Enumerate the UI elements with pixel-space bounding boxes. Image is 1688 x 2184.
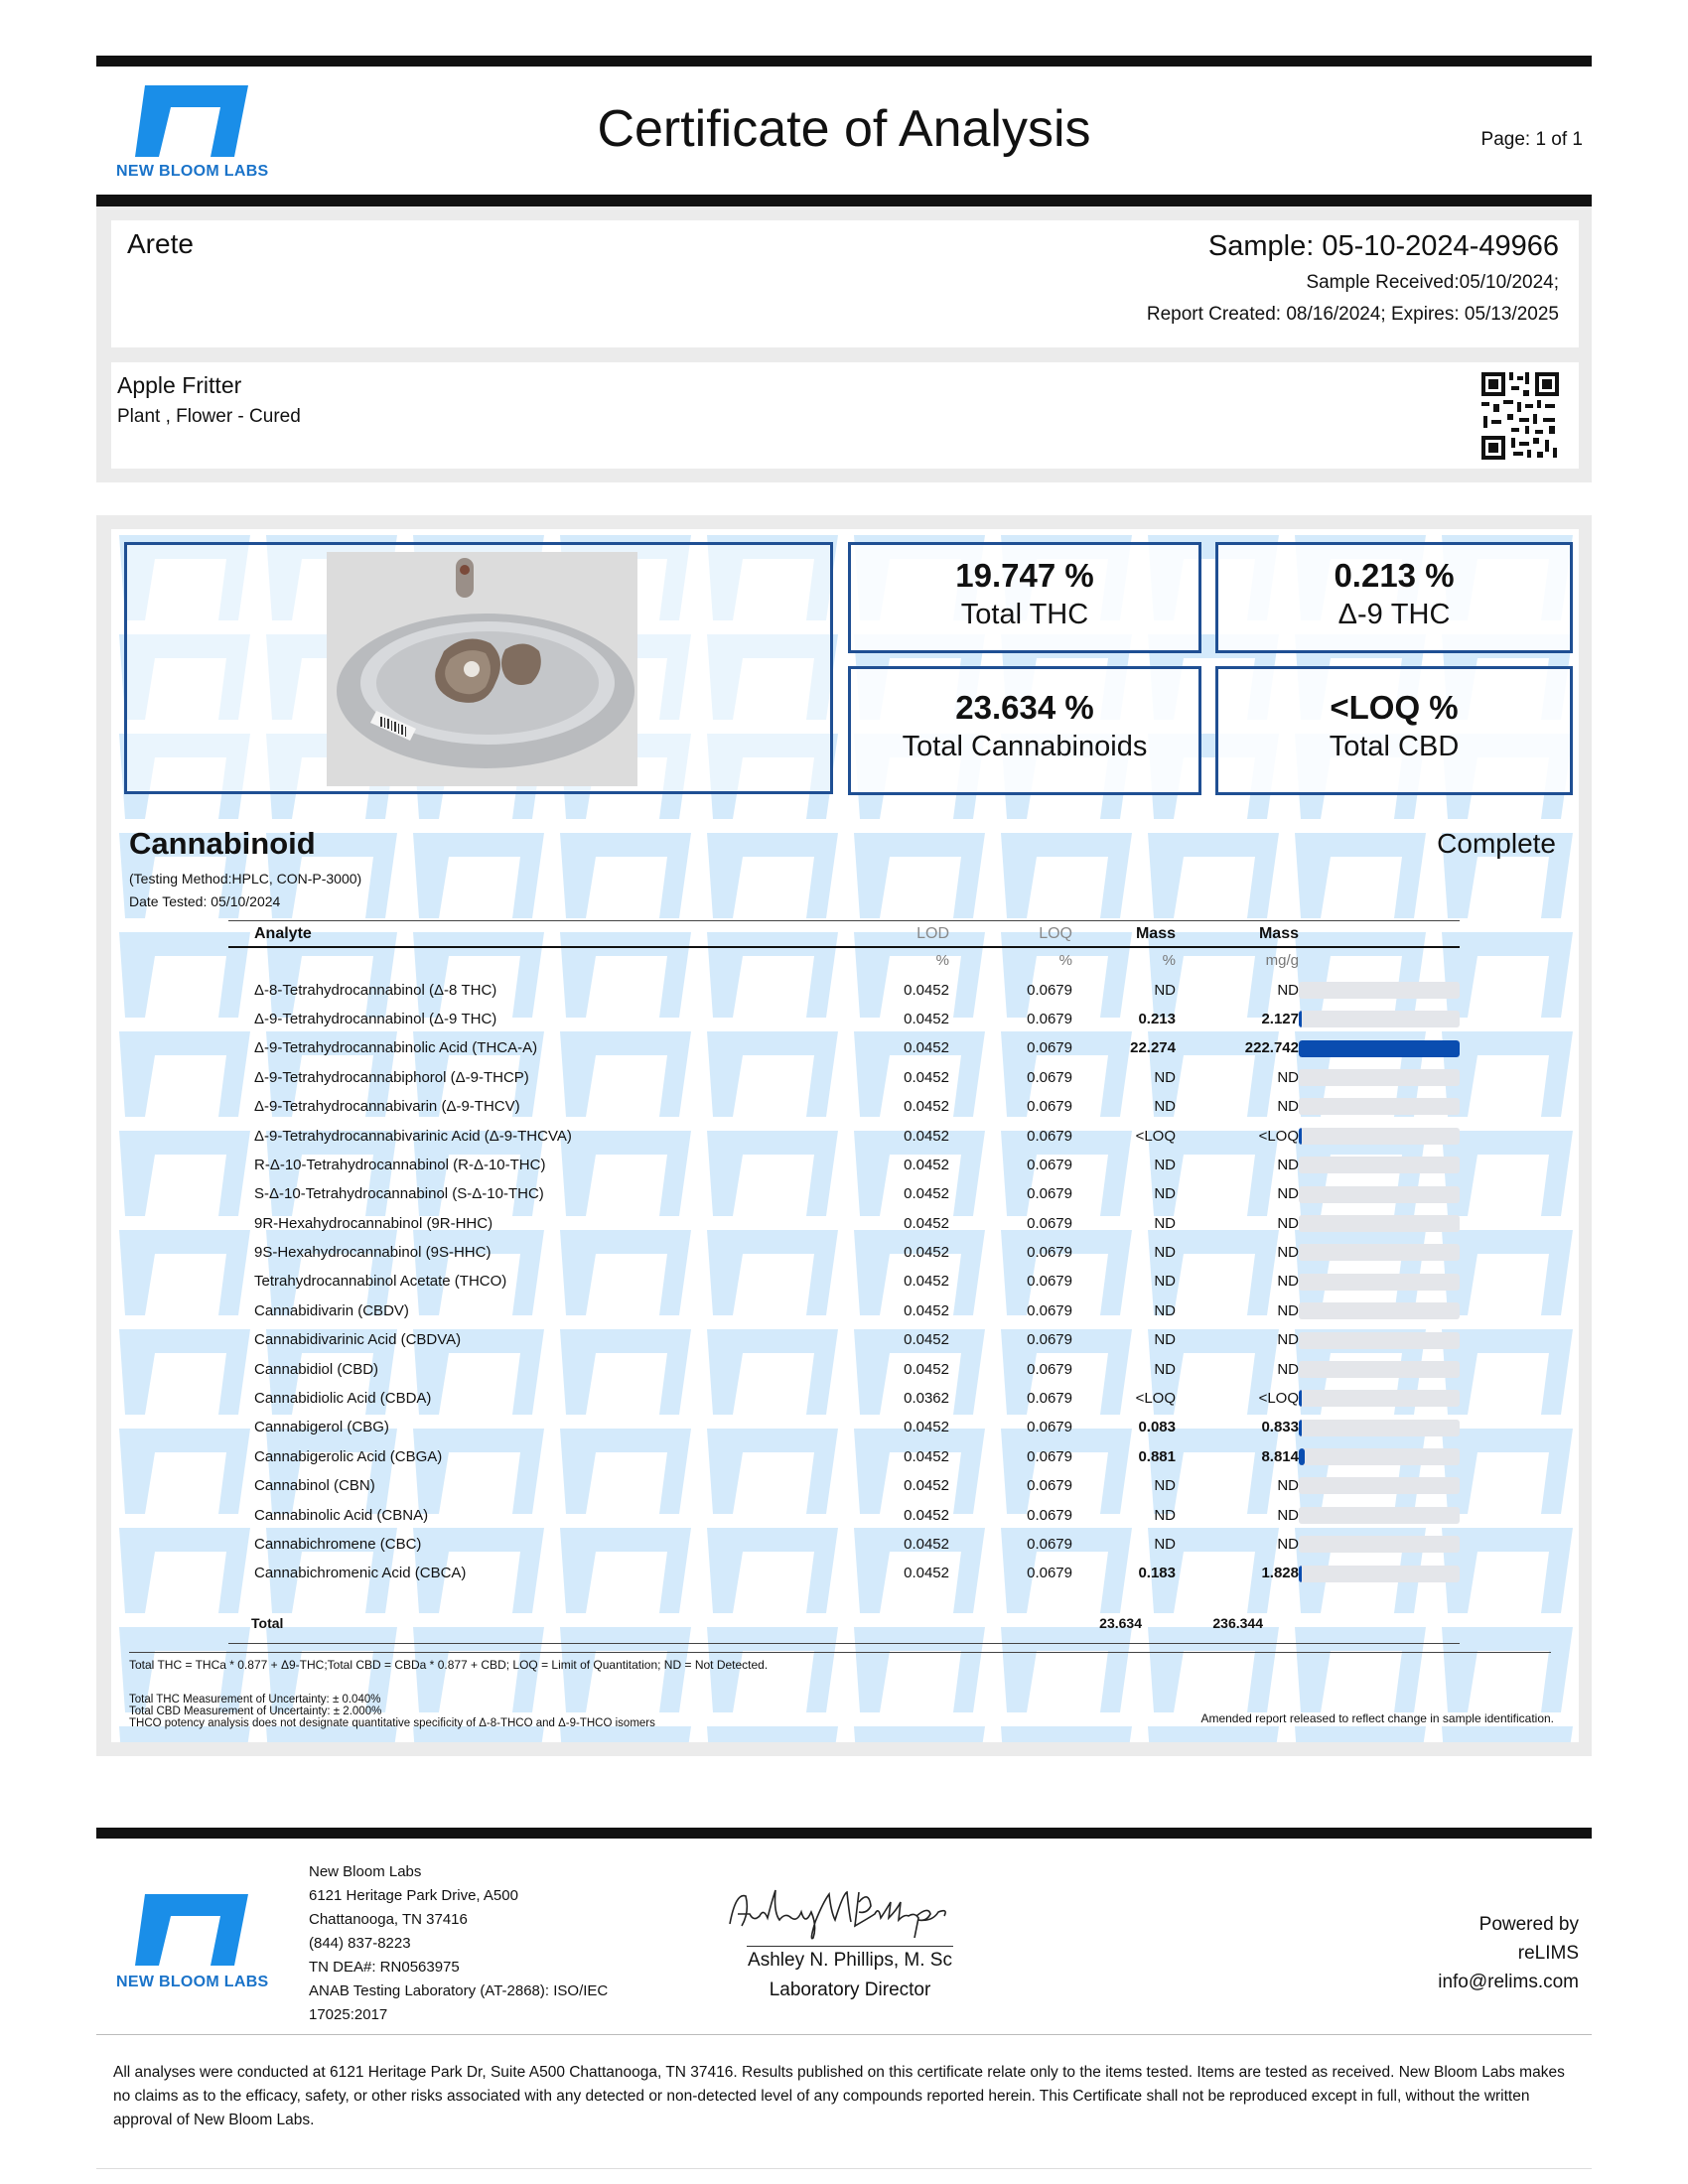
powered-by-label: Powered by	[1478, 1914, 1579, 1935]
bar-cell	[1299, 1033, 1460, 1062]
mass-mg-cell: ND	[1277, 1536, 1299, 1553]
lod-cell: 0.0452	[904, 1127, 949, 1145]
analyte-cell: 9R-Hexahydrocannabinol (9R-HHC)	[254, 1214, 493, 1232]
mass-pct-cell: ND	[1154, 1068, 1176, 1086]
mass-mg-cell: ND	[1277, 1273, 1299, 1291]
disclaimer-rule	[96, 2034, 1592, 2035]
unit-mass-mg: mg/g	[1265, 952, 1299, 970]
total-label: Total	[251, 1615, 284, 1631]
page-bottom-rule	[96, 2168, 1592, 2169]
lod-cell: 0.0452	[904, 1039, 949, 1057]
loq-cell: 0.0679	[1027, 1565, 1072, 1582]
bar-cell	[1299, 1209, 1460, 1238]
analyte-cell: Δ-8-Tetrahydrocannabinol (Δ-8 THC)	[254, 981, 497, 999]
signer-title: Laboratory Director	[769, 1979, 931, 2000]
bar-cell	[1299, 1413, 1460, 1441]
table-row	[228, 975, 1460, 1004]
mass-mg-cell: ND	[1277, 1098, 1299, 1116]
page-title: Certificate of Analysis	[597, 100, 1091, 158]
table-row	[228, 1005, 1460, 1033]
result-bar-fill	[1299, 1448, 1305, 1465]
bar-cell	[1299, 1297, 1460, 1325]
mass-pct-cell: 0.183	[1138, 1565, 1176, 1582]
address-line: TN DEA#: RN0563975	[309, 1959, 460, 1976]
total-thc-value: 19.747 %	[955, 557, 1094, 594]
table-row	[228, 1209, 1460, 1238]
mass-mg-cell: 1.828	[1261, 1565, 1299, 1582]
mass-pct-cell: ND	[1154, 1536, 1176, 1553]
bar-cell	[1299, 1238, 1460, 1267]
analyte-cell: Cannabidivarin (CBDV)	[254, 1301, 409, 1319]
bar-cell	[1299, 1559, 1460, 1587]
result-bar-track	[1299, 1420, 1460, 1436]
mass-pct-cell: ND	[1154, 1301, 1176, 1319]
delta9-thc-label: Δ-9 THC	[1337, 599, 1451, 630]
bar-cell	[1299, 1354, 1460, 1383]
total-cannabinoids-card	[848, 666, 1201, 795]
section-title: Cannabinoid	[129, 826, 316, 861]
unit-lod: %	[935, 952, 949, 970]
mass-pct-cell: ND	[1154, 1331, 1176, 1349]
table-row	[228, 1384, 1460, 1413]
loq-cell: 0.0679	[1027, 981, 1072, 999]
notes-rule	[129, 1652, 1551, 1653]
mass-mg-cell: ND	[1277, 1506, 1299, 1524]
loq-cell: 0.0679	[1027, 1244, 1072, 1262]
footer-rule	[96, 1828, 1592, 1839]
result-bar-track	[1299, 1390, 1460, 1407]
table-row	[228, 1092, 1460, 1121]
analyte-cell: Δ-9-Tetrahydrocannabivarin (Δ-9-THCV)	[254, 1098, 520, 1116]
analyte-cell: Cannabinol (CBN)	[254, 1477, 375, 1495]
loq-cell: 0.0679	[1027, 1331, 1072, 1349]
footer-logo-text: NEW BLOOM LABS	[116, 1974, 269, 1990]
mass-mg-cell: ND	[1277, 1360, 1299, 1378]
date-tested: Date Tested: 05/10/2024	[129, 893, 281, 909]
table-row	[228, 1530, 1460, 1559]
sample-id: Sample: 05-10-2024-49966	[1207, 230, 1559, 262]
lod-cell: 0.0452	[904, 1536, 949, 1553]
lod-cell: 0.0452	[904, 1331, 949, 1349]
analyte-cell: Δ-9-Tetrahydrocannabiphorol (Δ-9-THCP)	[254, 1068, 529, 1086]
mass-pct-cell: ND	[1154, 1477, 1176, 1495]
lab-logo-text: NEW BLOOM LABS	[116, 163, 269, 180]
lod-cell: 0.0452	[904, 1565, 949, 1582]
total-mg: 236.344	[1212, 1615, 1263, 1631]
bar-cell	[1299, 1325, 1460, 1354]
lod-cell: 0.0452	[904, 1419, 949, 1436]
loq-cell: 0.0679	[1027, 1447, 1072, 1465]
result-bar-track	[1299, 1332, 1460, 1349]
analyte-cell: Δ-9-Tetrahydrocannabinol (Δ-9 THC)	[254, 1010, 497, 1027]
footer-logo-icon	[131, 1894, 248, 1966]
bar-cell	[1299, 1530, 1460, 1559]
powered-by-vendor: reLIMS	[1517, 1943, 1579, 1964]
table-row	[228, 1033, 1460, 1062]
mass-mg-cell: ND	[1277, 981, 1299, 999]
result-bar-track	[1299, 1069, 1460, 1086]
loq-cell: 0.0679	[1027, 1506, 1072, 1524]
bar-cell	[1299, 1121, 1460, 1150]
top-rule	[96, 56, 1592, 67]
section-status: Complete	[1437, 828, 1556, 859]
mass-mg-cell: ND	[1277, 1331, 1299, 1349]
client-name: Arete	[127, 228, 194, 259]
bar-cell	[1299, 1267, 1460, 1296]
result-bar-track	[1299, 1477, 1460, 1494]
mass-mg-cell: ND	[1277, 1244, 1299, 1262]
sample-received: Sample Received:05/10/2024;	[1306, 272, 1559, 293]
header-mass-pct: Mass	[1135, 925, 1176, 942]
total-cannabinoids-value: 23.634 %	[955, 689, 1094, 726]
signature-icon	[720, 1882, 980, 1942]
mass-mg-cell: ND	[1277, 1477, 1299, 1495]
mass-pct-cell: ND	[1154, 1214, 1176, 1232]
bar-cell	[1299, 1092, 1460, 1121]
amended-note: Amended report released to reflect change in sample identification.	[1200, 1711, 1554, 1725]
signer-name: Ashley N. Phillips, M. Sc	[748, 1950, 952, 1971]
page-number: Page: 1 of 1	[1480, 129, 1583, 150]
signature-line	[747, 1946, 953, 1947]
header-lod: LOD	[916, 925, 949, 942]
address-line: (844) 837-8223	[309, 1935, 411, 1952]
loq-cell: 0.0679	[1027, 1068, 1072, 1086]
header-bar	[1299, 922, 1460, 946]
loq-cell: 0.0679	[1027, 1010, 1072, 1027]
result-bar-track	[1299, 1128, 1460, 1145]
bar-cell	[1299, 1063, 1460, 1092]
header-loq: LOQ	[1039, 925, 1072, 942]
qr-code-icon	[1468, 364, 1573, 468]
bar-cell	[1299, 1500, 1460, 1529]
loq-cell: 0.0679	[1027, 1039, 1072, 1057]
result-bar-fill	[1299, 1011, 1302, 1027]
result-bar-track	[1299, 1274, 1460, 1291]
analyte-cell: 9S-Hexahydrocannabinol (9S-HHC)	[254, 1244, 492, 1262]
mass-pct-cell: 0.881	[1138, 1447, 1176, 1465]
powered-by	[1438, 1910, 1579, 1996]
mass-pct-cell: ND	[1154, 981, 1176, 999]
lod-cell: 0.0452	[904, 1447, 949, 1465]
mass-mg-cell: 2.127	[1261, 1010, 1299, 1027]
table-bottom-rule	[228, 1643, 1460, 1644]
analyte-cell: Tetrahydrocannabinol Acetate (THCO)	[254, 1273, 507, 1291]
result-bar-track	[1299, 1157, 1460, 1173]
total-cbd-card	[1215, 666, 1573, 795]
mass-mg-cell: <LOQ	[1258, 1127, 1299, 1145]
header-analyte: Analyte	[254, 925, 312, 942]
lod-cell: 0.0452	[904, 1156, 949, 1173]
bar-cell	[1299, 1384, 1460, 1413]
analyte-cell: Cannabigerol (CBG)	[254, 1419, 389, 1436]
header-mass-mg: Mass	[1258, 925, 1299, 942]
delta9-thc-value: 0.213 %	[1334, 557, 1455, 594]
result-bar-track	[1299, 1448, 1460, 1465]
analyte-cell: Δ-9-Tetrahydrocannabinolic Acid (THCA-A)	[254, 1039, 538, 1057]
bar-cell	[1299, 1151, 1460, 1179]
sample-photo-frame	[124, 542, 833, 794]
table-top-rule	[228, 920, 1460, 921]
mass-mg-cell: ND	[1277, 1068, 1299, 1086]
mass-pct-cell: 22.274	[1130, 1039, 1176, 1057]
client-box	[111, 220, 1579, 347]
disclaimer: All analyses were conducted at 6121 Heritage Park Dr, Suite A500 Chattanooga, TN 37416. Results published on this certificate relate only to the items tested. Items are tested as received. New Bloom Labs makes no claims as to the efficacy, safety, or other risks associated with any detected or non-detected level of any compounds reported herein. This Certificate shall not be reproduced except in full, without the written approval of New Bloom Labs.	[113, 2064, 1565, 2128]
address-line: 6121 Heritage Park Drive, A500	[309, 1887, 518, 1904]
result-bar-fill	[1299, 1128, 1302, 1145]
total-cbd-value: <LOQ %	[1330, 689, 1459, 726]
table-row	[228, 1500, 1460, 1529]
analyte-cell: Cannabigerolic Acid (CBGA)	[254, 1447, 443, 1465]
bar-cell	[1299, 1179, 1460, 1208]
table-row	[228, 1442, 1460, 1471]
bar-cell	[1299, 1471, 1460, 1500]
address-line: 17025:2017	[309, 2006, 388, 2023]
mass-pct-cell: ND	[1154, 1098, 1176, 1116]
analyte-cell: S-Δ-10-Tetrahydrocannabinol (S-Δ-10-THC)	[254, 1185, 544, 1203]
loq-cell: 0.0679	[1027, 1536, 1072, 1553]
product-box	[111, 362, 1579, 469]
loq-cell: 0.0679	[1027, 1419, 1072, 1436]
loq-cell: 0.0679	[1027, 1360, 1072, 1378]
formula-note: Total THC = THCa * 0.877 + Δ9-THC;Total CBD = CBDa * 0.877 + CBD; LOQ = Limit of Quantitation; ND = Not Detected.	[129, 1658, 769, 1672]
results-table	[228, 922, 1460, 1588]
analyte-cell: R-Δ-10-Tetrahydrocannabinol (R-Δ-10-THC)	[254, 1156, 546, 1173]
sample-photo-icon	[327, 552, 637, 786]
lod-cell: 0.0452	[904, 1098, 949, 1116]
mass-mg-cell: <LOQ	[1258, 1390, 1299, 1408]
total-cannabinoids-label: Total Cannabinoids	[902, 731, 1148, 762]
address-line: Chattanooga, TN 37416	[309, 1911, 468, 1928]
lod-cell: 0.0452	[904, 1214, 949, 1232]
mass-mg-cell: 0.833	[1261, 1419, 1299, 1436]
loq-cell: 0.0679	[1027, 1390, 1072, 1408]
bar-cell	[1299, 975, 1460, 1004]
mass-pct-cell: ND	[1154, 1156, 1176, 1173]
mass-pct-cell: 0.213	[1138, 1010, 1176, 1027]
table-row	[228, 1471, 1460, 1500]
footer-logo	[131, 1894, 248, 1966]
analyte-cell: Δ-9-Tetrahydrocannabivarinic Acid (Δ-9-THCVA)	[254, 1127, 572, 1145]
address-line: New Bloom Labs	[309, 1863, 422, 1880]
result-bar-track	[1299, 1186, 1460, 1203]
result-bar-track	[1299, 1098, 1460, 1115]
lod-cell: 0.0452	[904, 1010, 949, 1027]
table-header-row	[228, 922, 1460, 946]
lod-cell: 0.0452	[904, 1068, 949, 1086]
mass-mg-cell: 222.742	[1244, 1039, 1299, 1057]
delta9-thc-card	[1215, 542, 1573, 653]
mass-pct-cell: 0.083	[1138, 1419, 1176, 1436]
mass-mg-cell: 8.814	[1261, 1447, 1299, 1465]
lod-cell: 0.0452	[904, 1244, 949, 1262]
result-bar-fill	[1299, 1040, 1460, 1057]
table-row	[228, 1413, 1460, 1441]
result-bar-track	[1299, 1361, 1460, 1378]
result-bar-track	[1299, 1566, 1460, 1582]
mass-pct-cell: ND	[1154, 1273, 1176, 1291]
uncertainty-notes	[129, 1694, 655, 1729]
mass-mg-cell: ND	[1277, 1301, 1299, 1319]
lab-address	[309, 1860, 608, 2027]
loq-cell: 0.0679	[1027, 1273, 1072, 1291]
mass-pct-cell: ND	[1154, 1360, 1176, 1378]
table-row	[228, 1297, 1460, 1325]
result-bar-fill	[1299, 1566, 1302, 1582]
mass-pct-cell: ND	[1154, 1185, 1176, 1203]
analyte-cell: Cannabidiolic Acid (CBDA)	[254, 1390, 432, 1408]
table-row	[228, 1559, 1460, 1587]
mass-pct-cell: <LOQ	[1135, 1127, 1176, 1145]
result-bar-track	[1299, 1244, 1460, 1261]
analyte-cell: Cannabidivarinic Acid (CBDVA)	[254, 1331, 462, 1349]
table-row	[228, 1238, 1460, 1267]
unit-loq: %	[1058, 952, 1072, 970]
lod-cell: 0.0452	[904, 1360, 949, 1378]
result-bar-track	[1299, 1215, 1460, 1232]
total-thc-card	[848, 542, 1201, 653]
result-bar-track	[1299, 1302, 1460, 1319]
mass-pct-cell: ND	[1154, 1506, 1176, 1524]
lod-cell: 0.0452	[904, 1301, 949, 1319]
loq-cell: 0.0679	[1027, 1214, 1072, 1232]
lod-cell: 0.0452	[904, 1477, 949, 1495]
table-row	[228, 1179, 1460, 1208]
powered-by-email[interactable]: info@relims.com	[1438, 1972, 1579, 1992]
unit-mass-pct: %	[1162, 952, 1176, 970]
table-row	[228, 1121, 1460, 1150]
bar-cell	[1299, 1442, 1460, 1471]
loq-cell: 0.0679	[1027, 1156, 1072, 1173]
product-name: Apple Fritter	[117, 372, 242, 398]
mass-mg-cell: ND	[1277, 1214, 1299, 1232]
result-bar-fill	[1299, 1420, 1302, 1436]
result-bar-track	[1299, 1536, 1460, 1553]
loq-cell: 0.0679	[1027, 1185, 1072, 1203]
uncertainty-cbd: Total CBD Measurement of Uncertainty: ± 2.000%	[129, 1706, 382, 1717]
loq-cell: 0.0679	[1027, 1477, 1072, 1495]
table-row	[228, 1267, 1460, 1296]
total-thc-label: Total THC	[960, 599, 1089, 630]
thco-note: THCO potency analysis does not designate quantitative specificity of Δ-8-THCO and Δ-9-THCO isomers	[129, 1717, 655, 1729]
analyte-cell: Cannabidiol (CBD)	[254, 1360, 379, 1378]
header-rule	[96, 195, 1592, 206]
analyte-cell: Cannabichromenic Acid (CBCA)	[254, 1565, 467, 1582]
result-bar-track	[1299, 982, 1460, 999]
report-dates: Report Created: 08/16/2024; Expires: 05/13/2025	[1146, 304, 1559, 325]
mass-pct-cell: <LOQ	[1135, 1390, 1176, 1408]
lod-cell: 0.0452	[904, 1273, 949, 1291]
loq-cell: 0.0679	[1027, 1098, 1072, 1116]
uncertainty-thc: Total THC Measurement of Uncertainty: ± 0.040%	[129, 1694, 381, 1706]
result-bar-track	[1299, 1040, 1460, 1057]
units-row	[228, 946, 1460, 975]
table-row	[228, 1151, 1460, 1179]
result-bar-track	[1299, 1011, 1460, 1027]
analyte-cell: Cannabichromene (CBC)	[254, 1536, 422, 1553]
lod-cell: 0.0452	[904, 1506, 949, 1524]
result-bar-track	[1299, 1507, 1460, 1524]
address-line: ANAB Testing Laboratory (AT-2868): ISO/IEC	[309, 1982, 609, 1999]
analyte-cell: Cannabinolic Acid (CBNA)	[254, 1506, 429, 1524]
lod-cell: 0.0452	[904, 1185, 949, 1203]
product-type: Plant , Flower - Cured	[117, 406, 301, 427]
loq-cell: 0.0679	[1027, 1301, 1072, 1319]
result-bar-fill	[1299, 1390, 1302, 1407]
total-pct: 23.634	[1099, 1615, 1142, 1631]
lod-cell: 0.0362	[904, 1390, 949, 1408]
testing-method: (Testing Method:HPLC, CON-P-3000)	[129, 871, 362, 887]
total-cbd-label: Total CBD	[1329, 731, 1460, 762]
loq-cell: 0.0679	[1027, 1127, 1072, 1145]
table-row	[228, 1354, 1460, 1383]
table-row	[228, 1063, 1460, 1092]
lod-cell: 0.0452	[904, 981, 949, 999]
mass-mg-cell: ND	[1277, 1185, 1299, 1203]
bar-cell	[1299, 1005, 1460, 1033]
mass-mg-cell: ND	[1277, 1156, 1299, 1173]
mass-pct-cell: ND	[1154, 1244, 1176, 1262]
table-row	[228, 1325, 1460, 1354]
